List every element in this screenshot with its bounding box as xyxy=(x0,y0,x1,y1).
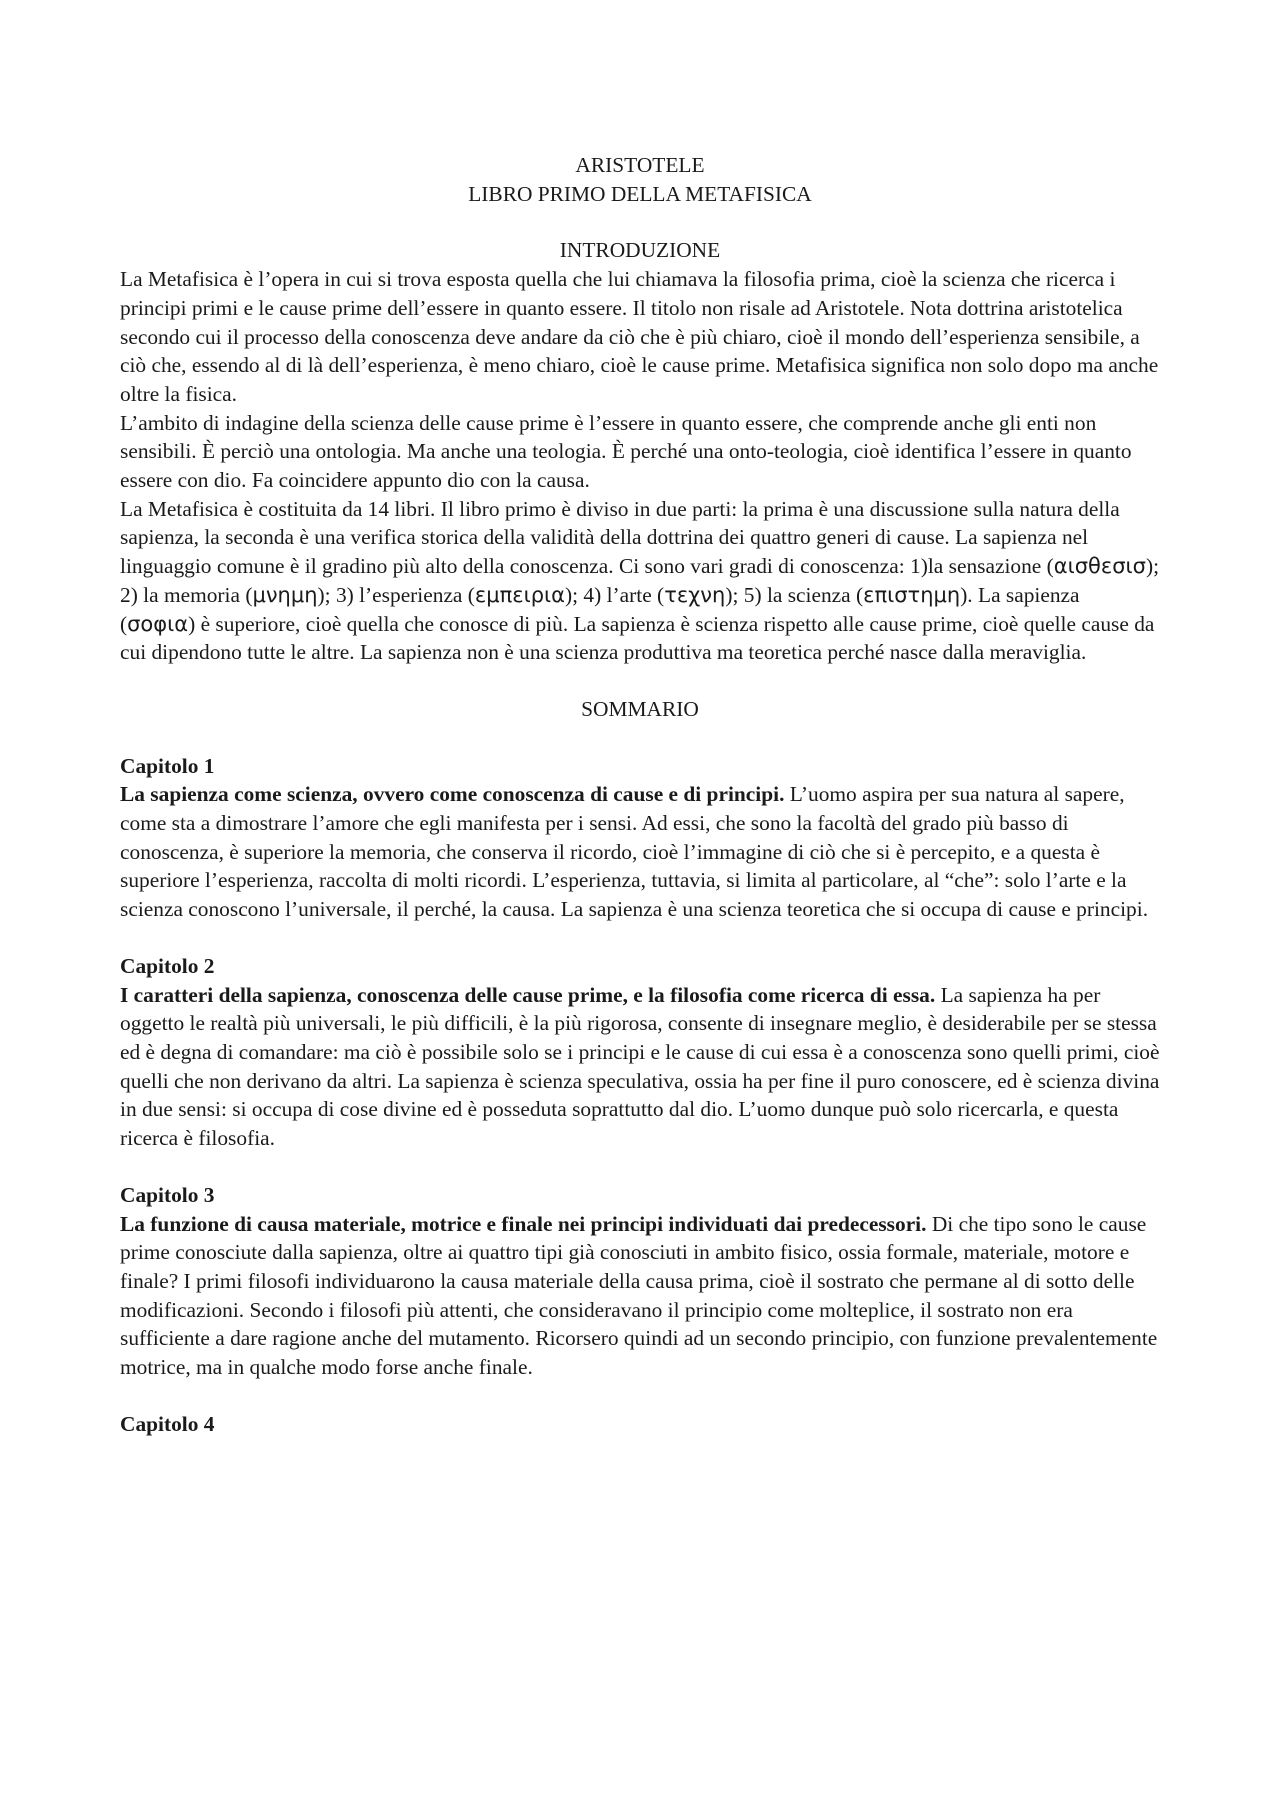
text-run: ); 5) la scienza ( xyxy=(725,582,864,607)
chapter-1-title: La sapienza come scienza, ovvero come conoscenza di cause e di principi. xyxy=(120,782,785,807)
chapter-2-paragraph xyxy=(120,981,1160,1153)
chapter-1-body: L’uomo aspira per sua natura al sapere, come sta a dimostrare l’amore che egli manifesta per i sensi. Ad essi, che sono la facoltà del grado più basso di conoscenza, è superiore la memoria, che conserva il ricordo, cioè l’immagine di ciò che si è percepito, e a questa è superiore l’esperienza, raccolta di molti ricordi. L’esperienza, tuttavia, si limita al particolare, al “che”: solo l’arte e la scienza conoscono l’universale, il perché, la causa. La sapienza è una scienza teoretica che si occupa di cause e principi. xyxy=(120,782,1149,922)
work-title: LIBRO PRIMO DELLA METAFISICA xyxy=(468,181,812,206)
text-run: La Metafisica è costituita da 14 libri. Il libro primo è diviso in due parti: la prima è una discussione sulla natura della sapienza, la seconda è una verifica storica della validità della dottrina dei quattro generi di cause. La sapienza nel linguaggio comune è il gradino più alto della conoscenza. Ci sono vari gradi di conoscenza: 1)la sensazione ( xyxy=(120,496,1120,579)
spacer xyxy=(120,724,1160,752)
text-run: ). La sapienza ( xyxy=(120,582,1080,636)
spacer xyxy=(120,667,1160,695)
text-run: ); 2) la memoria ( xyxy=(120,554,1160,607)
author-heading: ARISTOTELE xyxy=(575,153,705,177)
chapter-2-title: I caratteri della sapienza, conoscenza delle cause prime, e la filosofia come ricerca di essa. xyxy=(120,982,936,1007)
spacer xyxy=(120,1153,1160,1181)
chapter-3-label: Capitolo 3 xyxy=(120,1182,215,1207)
chapter-2-body: La sapienza ha per oggetto le realtà più universali, le più difficili, è la più rigorosa, consente di insegnare meglio, è desiderabile per se stessa ed è degna di comandare: ma ciò è possibile solo se i principi e le cause di cui essa è a conoscenza sono quelli primi, cioè quelli che non derivano da altri. La sapienza è scienza speculativa, ossia ha per fine il puro conoscere, ed è scienza divina in due sensi: si occupa di cose divine ed è posseduta soprattutto dal dio. L’uomo dunque può solo ricercarla, e questa ricerca è filosofia. xyxy=(120,982,1160,1151)
spacer xyxy=(120,1382,1160,1410)
introduction-heading: INTRODUZIONE xyxy=(559,238,721,263)
summary-heading: SOMMARIO xyxy=(581,696,699,721)
introduction-paragraph-3 xyxy=(120,495,1160,667)
chapter-1-label: Capitolo 1 xyxy=(120,753,215,778)
text-run: ); 4) l’arte ( xyxy=(565,582,665,607)
text-run: ); 3) l’esperienza ( xyxy=(317,582,475,607)
greek-term-sophia: σοφια xyxy=(127,611,189,636)
chapter-4-label: Capitolo 4 xyxy=(120,1411,215,1436)
chapter-3-title: La funzione di causa materiale, motrice e finale nei principi individuati dai predecessori. xyxy=(120,1211,927,1236)
document-page xyxy=(120,151,1160,1438)
introduction-paragraph-2: L’ambito di indagine della scienza delle cause prime è l’essere in quanto essere, che comprende anche gli enti non sensibili. È perciò una ontologia. Ma anche una teologia. È perché una onto-teologia, cioè identifica l’essere in quanto essere con dio. Fa coincidere appunto dio con la causa. xyxy=(120,410,1132,493)
chapter-2-label: Capitolo 2 xyxy=(120,953,215,978)
chapter-1-paragraph xyxy=(120,780,1160,924)
text-run: ) è superiore, cioè quella che conosce di più. La sapienza è scienza rispetto alle cause prime, cioè quelle cause da cui dipendono tutte le altre. La sapienza non è una scienza produttiva ma teoretica perché nasce dalla meraviglia. xyxy=(120,611,1155,665)
greek-term-mneme: μνημη xyxy=(252,582,318,607)
greek-term-episteme: επιστημη xyxy=(863,582,961,607)
introduction-paragraph-1: La Metafisica è l’opera in cui si trova esposta quella che lui chiamava la filosofia prima, cioè la scienza che ricerca i principi primi e le cause prime dell’essere in quanto essere. Il titolo non risale ad Aristotele. Nota dottrina aristotelica secondo cui il processo della conoscenza deve andare da ciò che è più chiaro, cioè il mondo dell’esperienza sensibile, a ciò che, essendo al di là dell’esperienza, è meno chiaro, cioè le cause prime. Metafisica significa non solo dopo ma anche oltre la fisica. xyxy=(120,267,1159,406)
spacer xyxy=(120,208,1160,236)
greek-term-techne: τεχνη xyxy=(664,582,726,607)
greek-term-empeiria: εμπειρια xyxy=(474,582,565,607)
spacer xyxy=(120,924,1160,952)
chapter-3-paragraph xyxy=(120,1210,1160,1382)
greek-term-aisthesis: αισθεσισ xyxy=(1053,554,1146,579)
chapter-3-body: Di che tipo sono le cause prime conosciute dalla sapienza, oltre ai quattro tipi già conosciuti in ambito fisico, ossia formale, materiale, motore e finale? I primi filosofi individuarono la causa materiale della causa prima, cioè il sostrato che permane al di sotto delle modificazioni. Secondo i filosofi più attenti, che consideravano il principio come molteplice, il sostrato non era sufficiente a dare ragione anche del mutamento. Ricorsero quindi ad un secondo principio, con funzione prevalentemente motrice, ma in qualche modo forse anche finale. xyxy=(120,1211,1158,1380)
